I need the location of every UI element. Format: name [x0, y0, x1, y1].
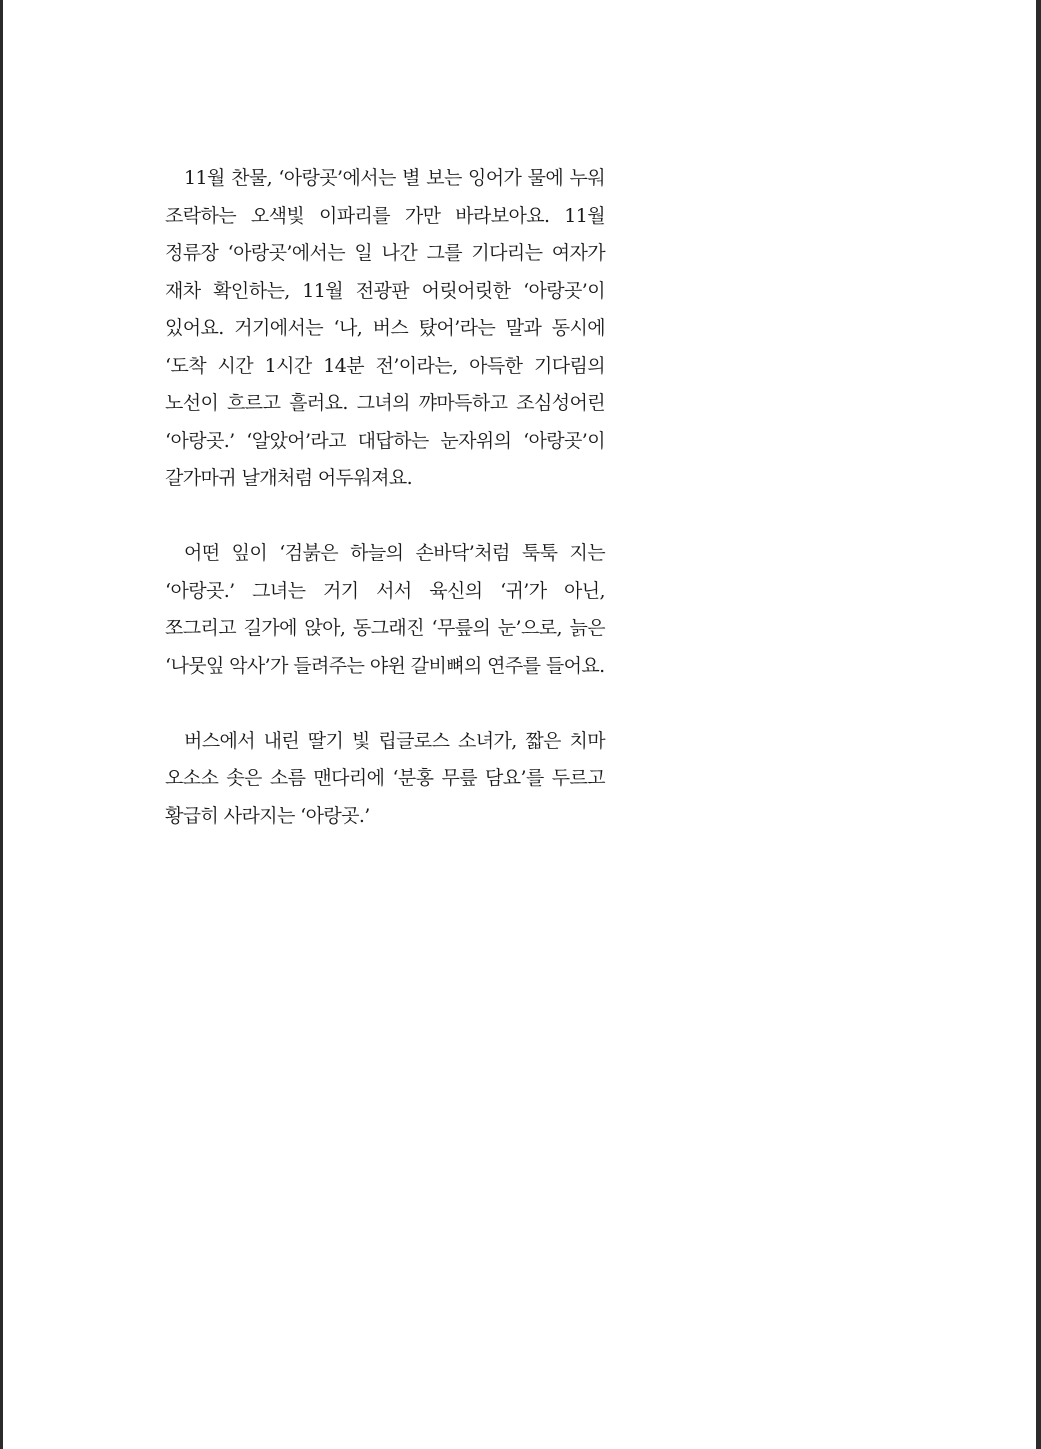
- paragraph-1: 11월 찬물, ‘아랑곳’에서는 별 보는 잉어가 물에 누워 조락하는 오색빛 이파리를 가만 바라보아요. 11월 정류장 ‘아랑곳’에서는 일 나간 그를 기다리는 여자가 재차 확인하는, 11월 전광판 어릿어릿한 ‘아랑곳’이 있어요. 거기에서는 ‘나, 버스 탔어’라는 말과 동시에 ‘도착 시간 1시간 14분 전’이라는, 아득한 기다림의 노선이 흐르고 흘러요. 그녀의 꺄마득하고 조심성어린 ‘아랑곳.’ ‘알았어’라고 대답하는 눈자위의 ‘아랑곳’이 갈가마귀 날개처럼 어두워져요.: [165, 167, 605, 489]
- document-page: [3, 0, 1036, 1449]
- paragraph-3: 버스에서 내린 딸기 빛 립글로스 소녀가, 짧은 치마 오소소 솟은 소름 맨다리에 ‘분홍 무릎 담요’를 두르고 황급히 사라지는 ‘아랑곳.’: [165, 729, 605, 827]
- paragraph-2: 어떤 잎이 ‘검붉은 하늘의 손바닥’처럼 툭툭 지는 ‘아랑곳.’ 그녀는 거기 서서 육신의 ‘귀’가 아닌, 쪼그리고 길가에 앉아, 동그래진 ‘무릎의 눈’으로, 늙은 ‘나뭇잎 악사’가 들려주는 야윈 갈비뼈의 연주를 들어요.: [165, 542, 605, 677]
- page-body-text: [165, 160, 605, 835]
